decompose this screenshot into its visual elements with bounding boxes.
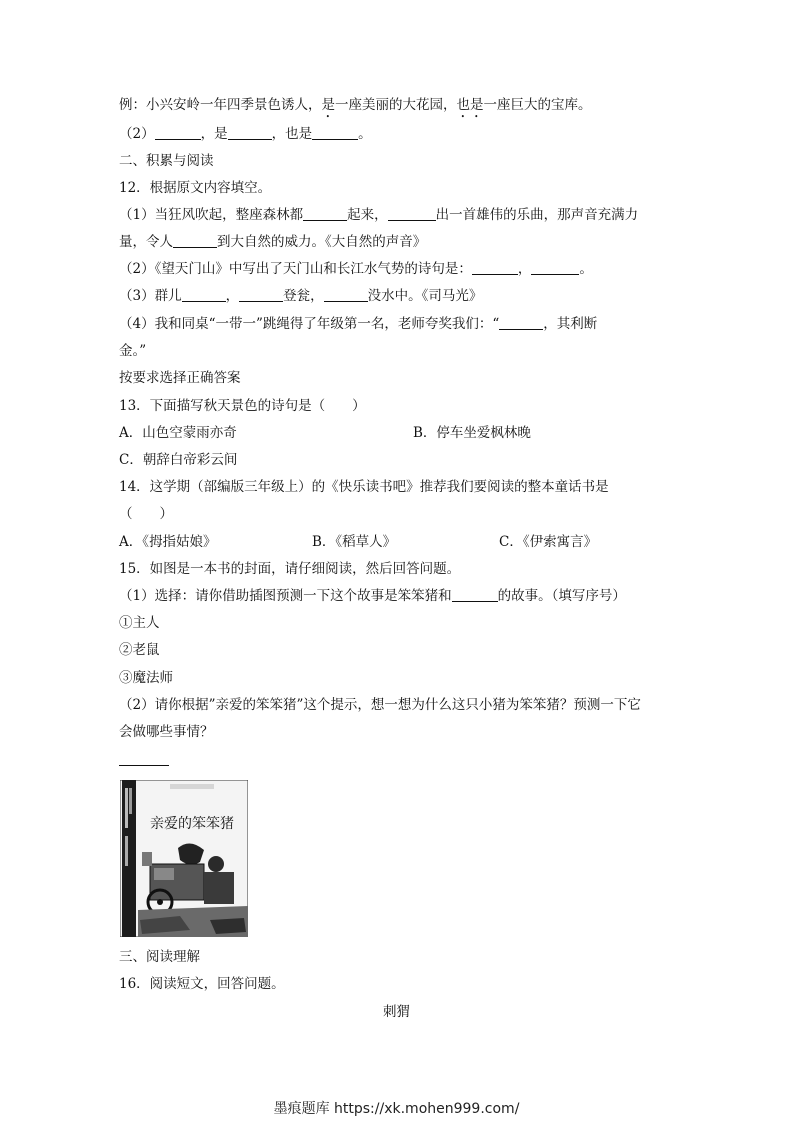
answer-blank[interactable] xyxy=(312,125,358,140)
answer-blank[interactable] xyxy=(472,260,518,275)
question-title: 15．如图是一本书的封面，请仔细阅读，然后回答问题。 xyxy=(119,561,461,577)
answer-blank[interactable] xyxy=(531,260,579,275)
section-subheading: 按要求选择正确答案 xyxy=(119,370,241,386)
answer-paren: （ ） xyxy=(119,506,173,522)
question-title: 12．根据原文内容填空。 xyxy=(119,180,272,196)
option-c[interactable]: C．朝辞白帝彩云间 xyxy=(119,452,238,468)
example-sentence: 例：小兴安岭一年四季景色诱人，是一座美丽的大花园，也是一座巨大的宝库。 xyxy=(119,97,592,113)
question-title: 13．下面描写秋天景色的诗句是（ ） xyxy=(119,398,366,414)
option-a[interactable]: A．《拇指姑娘》 xyxy=(119,534,217,550)
choice-1: ①主人 xyxy=(119,615,160,631)
answer-blank[interactable] xyxy=(182,287,226,302)
answer-blank[interactable] xyxy=(228,125,272,140)
answer-blank[interactable] xyxy=(239,287,283,302)
answer-blank[interactable] xyxy=(452,587,498,602)
answer-line[interactable] xyxy=(119,765,169,766)
q12-part4-cont: 金。” xyxy=(119,343,147,359)
book-cover-illustration xyxy=(120,780,248,937)
q15-part2-cont: 会做哪些事情？ xyxy=(119,724,214,740)
question-title: 14．这学期（部编版三年级上）的《快乐读书吧》推荐我们要阅读的整本童话书是 xyxy=(119,479,609,495)
answer-blank[interactable] xyxy=(324,287,368,302)
q12-part1-cont: 量，令人 到大自然的威力。《大自然的声音》 xyxy=(119,234,427,250)
answer-blank[interactable] xyxy=(303,206,347,221)
option-b[interactable]: B．停车坐爱枫林晚 xyxy=(413,425,531,441)
page-footer: 墨痕题库 https://xk.mohen999.com/ xyxy=(273,1101,520,1117)
q11-part2: （2） ，是 ，也是 。 xyxy=(119,126,372,142)
answer-blank[interactable] xyxy=(173,233,217,248)
question-title: 16．阅读短文，回答问题。 xyxy=(119,976,285,992)
answer-blank[interactable] xyxy=(499,315,543,330)
q12-part3: （3）群儿 ， 登瓮， 没水中。《司马光》 xyxy=(119,288,483,304)
book-cover-title: 亲爱的笨笨猪 xyxy=(150,816,234,832)
q12-part4: （4）我和同桌“一带一”跳绳得了年级第一名，老师夸奖我们：“ ，其利断 xyxy=(119,316,598,332)
book-cover-image xyxy=(120,780,248,937)
option-c[interactable]: C．《伊索寓言》 xyxy=(499,534,598,550)
q15-part2: （2）请你根据”亲爱的笨笨猪”这个提示，想一想为什么这只小猪为笨笨猪？预测一下它 xyxy=(119,697,641,713)
option-b[interactable]: B．《稻草人》 xyxy=(312,534,397,550)
section-heading: 三、阅读理解 xyxy=(119,949,200,965)
option-a[interactable]: A．山色空蒙雨亦奇 xyxy=(119,425,237,441)
q12-part2: （2）《望天门山》中写出了天门山和长江水气势的诗句是： ， 。 xyxy=(119,261,593,277)
answer-blank[interactable] xyxy=(155,125,201,140)
choice-3: ③魔法师 xyxy=(119,670,173,686)
choice-2: ②老鼠 xyxy=(119,642,160,658)
q15-part1: （1）选择：请你借助插图预测一下这个故事是笨笨猪和 的故事。（填写序号） xyxy=(119,588,626,604)
passage-title: 刺猬 xyxy=(383,1004,410,1020)
q12-part1: （1）当狂风吹起，整座森林都 起来， 出一首雄伟的乐曲，那声音充满力 xyxy=(119,207,639,223)
answer-blank[interactable] xyxy=(388,206,436,221)
section-heading: 二、积累与阅读 xyxy=(119,153,214,169)
